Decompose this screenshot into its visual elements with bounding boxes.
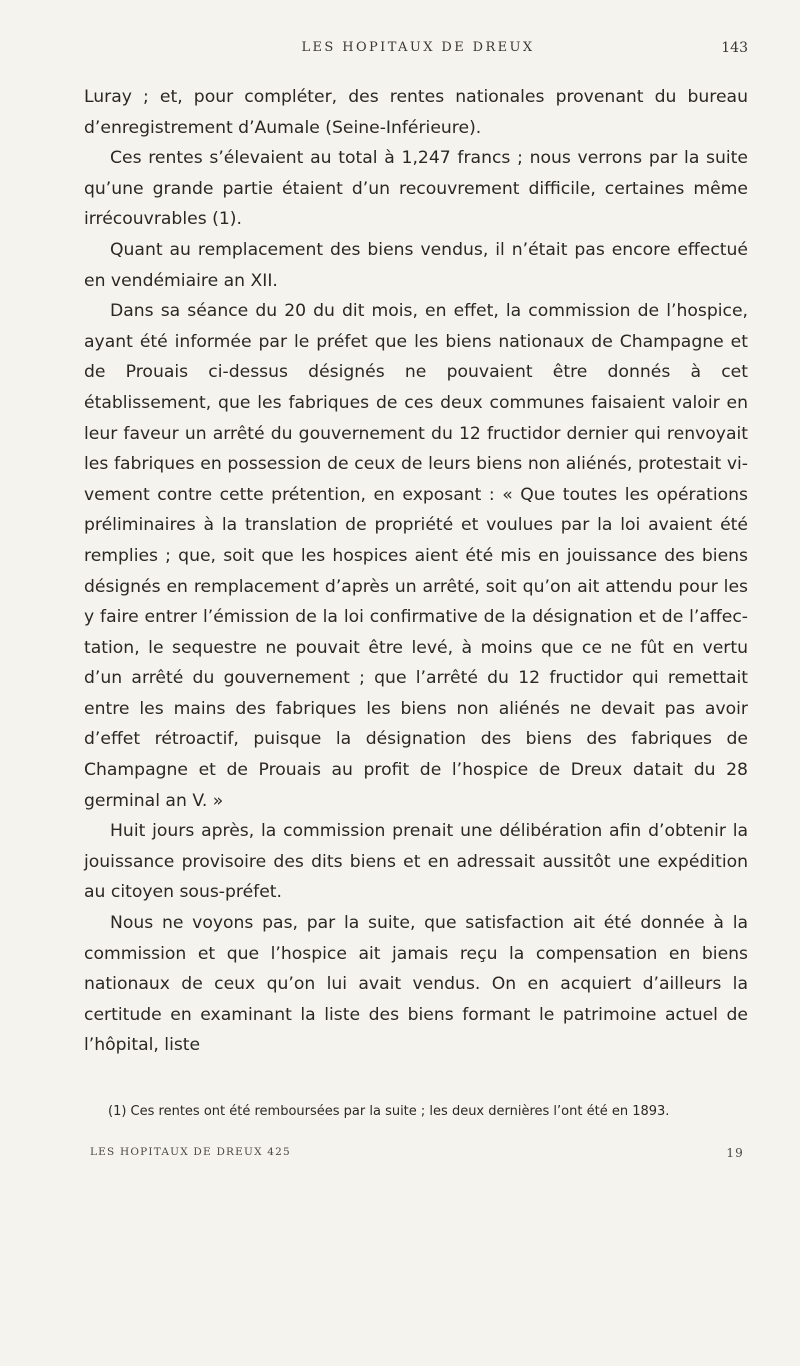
paragraph: Nous ne voyons pas, par la suite, que satisfaction ait été donnée à la commission et que l’hospice ait jamais reçu la compensation en biens nationaux de ceux qu’on lui avait vendus. On en acquiert d’ailleurs la certitude en examinant la liste des biens formant le patrimoine actuel de l’hôpital, liste bbox=[84, 913, 748, 1056]
signature-title: LES HOPITAUX DE DREUX 425 bbox=[90, 1146, 291, 1158]
printer-signature bbox=[90, 1146, 744, 1162]
page-number: 143 bbox=[721, 40, 748, 56]
paragraph: Ces rentes s’élevaient au total à 1,247 francs ; nous verrons par la suite qu’une grande partie étaient d’un recouvrement difficile, certaines même irrécouvrables (1). bbox=[84, 148, 748, 230]
footnote: (1) Ces rentes ont été remboursées par la suite ; les deux dernières l’ont été en 1893. bbox=[108, 1104, 670, 1119]
signature-number: 19 bbox=[726, 1146, 744, 1160]
running-head bbox=[88, 40, 748, 60]
paragraph: Huit jours après, la commission prenait une délibération afin d’obtenir la jouissance provisoire des dits biens et en adressait aussitôt une expédition au citoyen sous-préfet. bbox=[84, 821, 748, 903]
paragraph: Dans sa séance du 20 du dit mois, en effet, la commission de l’hospice, ayant été informée par le préfet que les biens nationaux de Champagne et de Prouais ci-dessus désignés ne pouvaient être donnés à cet établissement, que les fabriques de ces deux communes faisaient valoir en leur faveur un arrêté du gouvernement du 12 fructidor dernier qui renvoyait les fabriques en possession de ceux de leurs biens non aliénés, protestait vivement contre cette prétention, en exposant : « Que toutes les opérations préliminaires à la translation de propriété et voulues par la loi avaient été remplies ; que, soit que les hospices aient été mis en jouissance des biens désignés en remplacement d’après un arrêté, soit qu’on ait attendu pour les y faire entrer l’émission de la loi confirmative de la désignation et de l’affectation, le sequestre ne pouvait être levé, à moins que ce ne fût en vertu d’un arrêté du gouvernement ; que l’arrêté du 12 fructidor qui remettait entre les mains des fabriques les biens non aliénés ne devait pas avoir d’effet rétroactif, puisque la désignation des biens des fabriques de Champagne et de Prouais au profit de l’hospice de Dreux datait du 28 germinal an V. » bbox=[84, 301, 748, 811]
paragraph: Luray ; et, pour compléter, des rentes nationales provenant du bureau d’enregistrement d’Aumale (Seine-Inférieure). bbox=[84, 87, 748, 138]
paragraph: Quant au remplacement des biens vendus, il n’était pas encore effectué en vendémiaire an XII. bbox=[84, 239, 748, 291]
body-text bbox=[84, 82, 748, 1061]
running-title: LES HOPITAUX DE DREUX bbox=[301, 40, 535, 55]
